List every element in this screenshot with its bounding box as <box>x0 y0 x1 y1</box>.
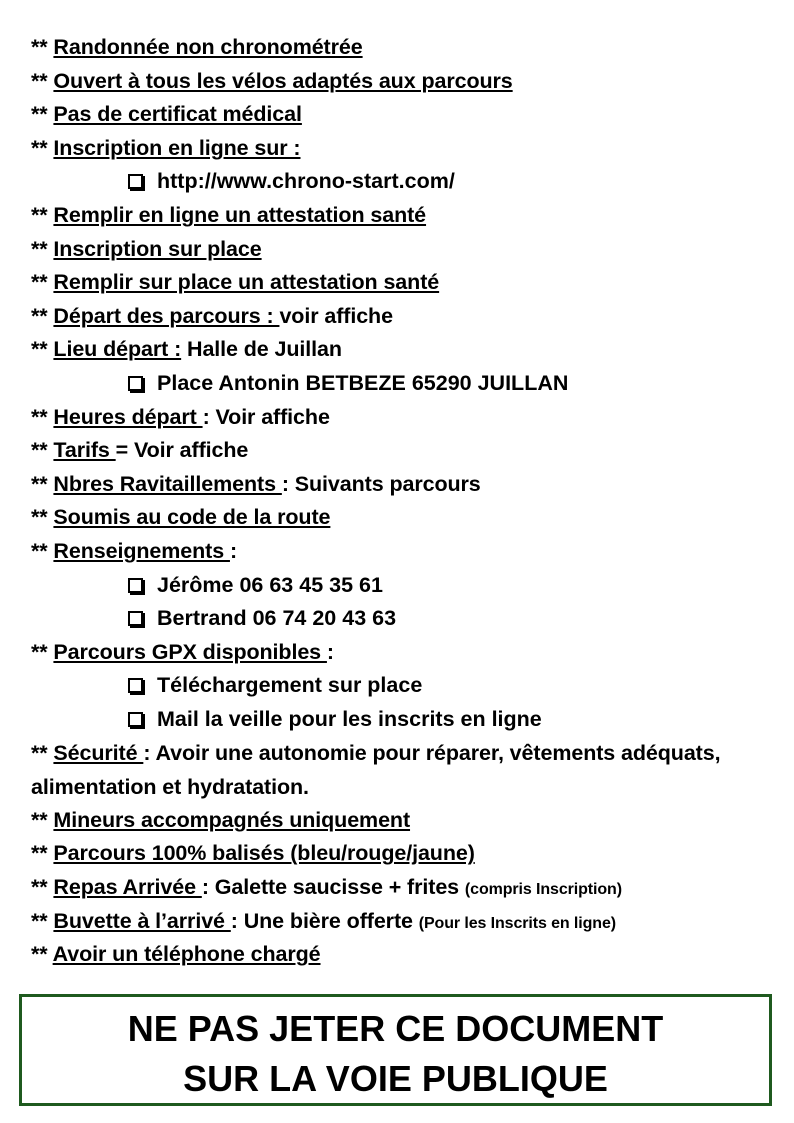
subitem-text: Place Antonin BETBEZE 65290 JUILLAN <box>157 371 569 395</box>
line-value: : Avoir une autonomie pour réparer, vêtements adéquats, alimentation et hydratation. <box>31 740 721 799</box>
checklist-subitem <box>128 668 422 702</box>
checkbox-bullet-icon <box>128 712 143 727</box>
line-label: Tarifs <box>53 438 116 463</box>
checklist-subitem <box>128 568 383 602</box>
info-line <box>31 736 771 804</box>
checkbox-bullet-icon <box>128 578 143 593</box>
notice-line-2: SUR LA VOIE PUBLIQUE <box>183 1058 608 1099</box>
line-value: : <box>326 639 334 664</box>
checklist-subitem <box>128 164 455 198</box>
line-label: Buvette à l’arrivé <box>53 908 231 933</box>
line-prefix: ** <box>31 639 54 664</box>
checklist-subitem <box>128 366 568 400</box>
line-label: Mineurs accompagnés uniquement <box>53 807 411 832</box>
line-value: = Voir affiche <box>115 438 249 463</box>
line-prefix: ** <box>31 68 54 93</box>
subitem-text: Mail la veille pour les inscrits en ligne <box>157 707 542 731</box>
line-label: Avoir un téléphone chargé <box>52 942 321 967</box>
line-prefix: ** <box>31 505 54 530</box>
info-line <box>31 299 393 333</box>
line-prefix: ** <box>31 908 54 933</box>
info-line <box>31 198 426 232</box>
info-line <box>31 937 321 971</box>
line-note: (Pour les Inscrits en ligne) <box>418 914 616 932</box>
checkbox-bullet-icon <box>128 678 143 693</box>
info-line <box>31 332 342 366</box>
notice-line-1: NE PAS JETER CE DOCUMENT <box>127 1008 664 1049</box>
line-label: Remplir sur place un attestation santé <box>53 270 440 295</box>
line-prefix: ** <box>31 438 54 463</box>
info-line <box>31 265 439 299</box>
line-label: Nbres Ravitaillements <box>53 471 282 496</box>
line-label: Sécurité <box>53 740 144 765</box>
line-label: Remplir en ligne un attestation santé <box>53 203 427 227</box>
line-value: : Une bière offerte <box>230 908 419 933</box>
line-label: Repas Arrivée <box>53 875 202 899</box>
line-label: Inscription en ligne sur : <box>53 135 301 160</box>
line-label: Heures départ <box>53 404 203 429</box>
line-label: Soumis au code de la route <box>53 505 331 530</box>
checkbox-bullet-icon <box>128 174 143 189</box>
line-value: : Galette saucisse + frites <box>201 875 465 899</box>
line-label: Parcours 100% balisés (bleu/rouge/jaune) <box>53 841 475 866</box>
subitem-text: Jérôme 06 63 45 35 61 <box>157 572 383 597</box>
info-line <box>31 467 481 501</box>
line-prefix: ** <box>31 135 54 160</box>
line-label: Parcours GPX disponibles <box>53 639 327 664</box>
line-prefix: ** <box>31 539 54 563</box>
checkbox-bullet-icon <box>128 611 143 626</box>
checkbox-bullet-icon <box>128 376 143 391</box>
line-label: Lieu départ : <box>53 337 182 362</box>
line-prefix: ** <box>31 270 54 295</box>
line-prefix: ** <box>31 337 54 362</box>
line-label: Pas de certificat médical <box>53 102 302 127</box>
line-prefix: ** <box>31 841 54 866</box>
line-label: Départ des parcours : <box>53 303 280 328</box>
subitem-text: Bertrand 06 74 20 43 63 <box>157 606 397 631</box>
line-label: Randonnée non chronométrée <box>53 35 363 59</box>
info-line <box>31 97 302 131</box>
info-line <box>31 870 622 907</box>
line-prefix: ** <box>31 35 54 59</box>
line-prefix: ** <box>31 102 54 127</box>
info-line <box>31 232 262 266</box>
notice-box <box>19 994 772 1106</box>
checklist-subitem <box>128 702 542 736</box>
info-line <box>31 400 330 434</box>
line-value: : <box>229 539 238 563</box>
line-value: : Suivants parcours <box>281 471 481 496</box>
info-line <box>31 904 616 941</box>
subitem-text: http://www.chrono-start.com/ <box>157 169 455 194</box>
line-prefix: ** <box>31 875 54 899</box>
info-line <box>31 500 330 534</box>
info-line <box>31 30 363 64</box>
line-prefix: ** <box>31 740 54 765</box>
line-prefix: ** <box>31 942 53 967</box>
info-line <box>31 836 475 870</box>
line-prefix: ** <box>31 807 54 832</box>
line-label: Ouvert à tous les vélos adaptés aux parcours <box>53 68 513 93</box>
info-line <box>31 635 334 669</box>
line-label: Renseignements <box>53 539 230 563</box>
info-line <box>31 803 410 837</box>
line-prefix: ** <box>31 303 54 328</box>
checklist-subitem <box>128 601 396 635</box>
info-line <box>31 433 248 467</box>
line-label: Inscription sur place <box>53 236 262 261</box>
info-line <box>31 64 513 98</box>
info-line <box>31 534 237 568</box>
line-value: : Voir affiche <box>202 404 330 429</box>
line-prefix: ** <box>31 236 54 261</box>
line-prefix: ** <box>31 203 54 227</box>
subitem-text: Téléchargement sur place <box>157 673 423 698</box>
line-note: (compris Inscription) <box>464 881 622 898</box>
line-prefix: ** <box>31 471 54 496</box>
info-line <box>31 131 301 165</box>
line-prefix: ** <box>31 404 54 429</box>
line-value: Halle de Juillan <box>181 337 342 362</box>
line-value: voir affiche <box>279 303 393 328</box>
